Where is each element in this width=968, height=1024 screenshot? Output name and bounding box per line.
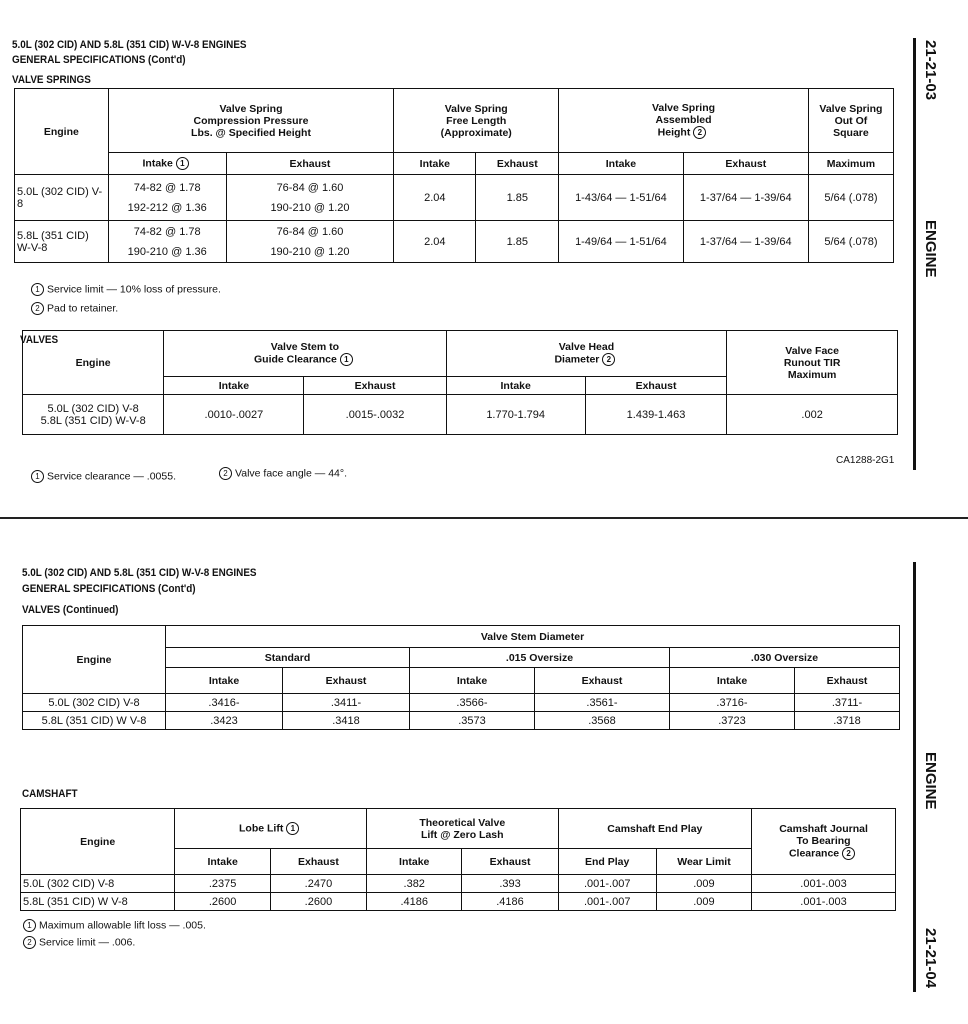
springs-col-square-1: Valve Spring	[819, 102, 883, 115]
cam-row1-theoexh: .393	[462, 875, 558, 893]
stem-sub-exhaust-1: Exhaust	[283, 668, 410, 694]
springs-row1-freeexh: 1.85	[476, 175, 559, 221]
cam-col-theo-2: Lift @ Zero Lash	[420, 828, 504, 841]
cam-row1-journal: .001-.003	[752, 875, 896, 893]
table-row	[23, 395, 898, 435]
top-header-line1: 5.0L (302 CID) AND 5.8L (351 CID) W-V-8 ENGINES	[12, 39, 247, 51]
stem-row2-stdexh: .3418	[283, 712, 410, 730]
top-header-line2: GENERAL SPECIFICATIONS (Cont'd)	[12, 54, 186, 66]
table-row	[21, 893, 896, 911]
springs-row2-square: 5/64 (.078)	[808, 221, 893, 263]
springs-row2-asmexh: 1-37/64 — 1-39/64	[683, 221, 808, 263]
cam-row2-wear: .009	[656, 893, 751, 911]
table-row	[23, 712, 900, 730]
valves-stem-int: .0010-.0027	[164, 395, 304, 435]
valves-col-stem-1: Valve Stem to	[270, 341, 340, 353]
stem-row2-engine: 5.8L (351 CID) W V-8	[23, 712, 166, 730]
stem-row1-stdint: .3416-	[166, 694, 283, 712]
stem-row1-engine: 5.0L (302 CID) V-8	[23, 694, 166, 712]
springs-col-engine: Engine	[43, 125, 79, 138]
cam-row2-journal: .001-.003	[752, 893, 896, 911]
springs-row2-engine2: W-V-8	[17, 241, 48, 254]
springs-col-assembled-2: Assembled	[655, 114, 712, 126]
valves-head-exh: 1.439-1.463	[585, 395, 726, 435]
springs-sub-exhaust-1: Exhaust	[289, 157, 331, 170]
circle-2-marker: 2	[219, 467, 232, 480]
springs-col-assembled-3: Height	[657, 126, 691, 139]
page-number-top: 21-21-03	[922, 40, 939, 101]
circle-1-marker: 1	[340, 353, 353, 366]
valves-continued-title: VALVES (Continued)	[22, 604, 119, 616]
springs-col-pressure-3: Lbs. @ Specified Height	[191, 126, 311, 139]
stem-row2-o30int: .3723	[670, 712, 795, 730]
circle-2-marker: 2	[23, 936, 36, 949]
circle-1-marker: 1	[23, 919, 36, 932]
camshaft-title: CAMSHAFT	[22, 788, 78, 800]
cam-sub-intake-1: Intake	[175, 849, 271, 875]
cam-row1-wear: .009	[656, 875, 751, 893]
stem-row1-o30int: .3716-	[670, 694, 795, 712]
springs-sub-intake-3: Intake	[605, 157, 637, 170]
cam-col-endplay: Camshaft End Play	[558, 809, 752, 849]
stem-row2-o30exh: .3718	[795, 712, 900, 730]
cam-row1-lobeexh: .2470	[270, 875, 366, 893]
valves-col-stem-2: Guide Clearance	[253, 353, 337, 366]
cam-row2-theoint: .4186	[366, 893, 462, 911]
springs-row1-asmexh: 1-37/64 — 1-39/64	[683, 175, 808, 221]
cam-sub-intake-2: Intake	[366, 849, 462, 875]
cam-col-engine: Engine	[21, 809, 175, 875]
right-rule-bottom	[913, 562, 916, 992]
valves-col-face-1: Valve Face	[785, 344, 839, 357]
springs-col-pressure-1: Valve Spring	[219, 102, 283, 115]
bottom-page	[0, 540, 968, 1024]
springs-sub-maximum: Maximum	[826, 157, 876, 170]
springs-col-square-3: Square	[833, 126, 869, 139]
springs-row2-pint2: 190-210 @ 1.36	[127, 245, 207, 258]
springs-col-free-3: (Approximate)	[440, 126, 512, 139]
circle-1-marker: 1	[286, 822, 299, 835]
cam-note-2-text: Service limit — .006.	[39, 936, 136, 949]
valves-note-2-text: Valve face angle — 44°.	[235, 467, 347, 480]
cam-sub-exhaust-1: Exhaust	[270, 849, 366, 875]
cam-col-lobe: Lobe Lift	[239, 822, 284, 835]
valves-sub-intake-2: Intake	[446, 377, 585, 395]
circle-1-marker: 1	[31, 470, 44, 483]
camshaft-table	[20, 808, 896, 911]
cam-note-1-text: Maximum allowable lift loss — .005.	[39, 919, 206, 932]
springs-sub-intake-2: Intake	[419, 157, 451, 170]
valves-note-1	[28, 470, 176, 483]
springs-note-1-text: Service limit — 10% loss of pressure.	[47, 283, 221, 296]
valves-sub-intake-1: Intake	[164, 377, 304, 395]
stem-row2-o15int: .3573	[410, 712, 535, 730]
cam-row1-endplay: .001-.007	[558, 875, 656, 893]
springs-row1-pexh1: 76-84 @ 1.60	[276, 181, 344, 194]
springs-row1-pexh2: 190-210 @ 1.20	[270, 201, 350, 214]
valves-note-2	[216, 467, 347, 480]
stem-sub-intake-3: Intake	[670, 668, 795, 694]
springs-row2-freeexh: 1.85	[476, 221, 559, 263]
circle-2-marker: 2	[842, 847, 855, 860]
side-label-top: ENGINE	[922, 220, 939, 278]
page-divider	[0, 517, 968, 519]
springs-sub-intake-1: Intake	[142, 157, 173, 170]
stem-row2-stdint: .3423	[166, 712, 283, 730]
cam-row2-theoexh: .4186	[462, 893, 558, 911]
cam-sub-exhaust-2: Exhaust	[462, 849, 558, 875]
circle-1-marker: 1	[31, 283, 44, 296]
stem-grp-015: .015 Oversize	[410, 648, 670, 668]
springs-row1-square: 5/64 (.078)	[808, 175, 893, 221]
stem-row2-o15exh: .3568	[535, 712, 670, 730]
springs-note-1	[28, 283, 221, 296]
valves-engine-1: 5.0L (302 CID) V-8	[47, 402, 139, 415]
valves-sub-exhaust-2: Exhaust	[585, 377, 726, 395]
valves-face: .002	[727, 395, 898, 435]
cam-row2-lobeexh: .2600	[270, 893, 366, 911]
cam-col-theo-1: Theoretical Valve	[419, 816, 506, 829]
valves-note-1-text: Service clearance — .0055.	[47, 470, 176, 483]
cam-row2-lobeint: .2600	[175, 893, 271, 911]
table-row	[15, 221, 894, 263]
cam-row2-engine: 5.8L (351 CID) W V-8	[21, 893, 175, 911]
valves-col-head-2: Diameter	[554, 353, 600, 366]
stem-grp-standard: Standard	[166, 648, 410, 668]
springs-row1-pint2: 192-212 @ 1.36	[127, 201, 207, 214]
cam-row1-engine: 5.0L (302 CID) V-8	[21, 875, 175, 893]
stem-row1-o15int: .3566-	[410, 694, 535, 712]
springs-row2-freeint: 2.04	[394, 221, 476, 263]
springs-sub-exhaust-3: Exhaust	[725, 157, 767, 170]
cam-row1-lobeint: .2375	[175, 875, 271, 893]
valves-engine-2: 5.8L (351 CID) W-V-8	[40, 414, 146, 427]
springs-row2-pexh2: 190-210 @ 1.20	[270, 245, 350, 258]
springs-row1-asmint: 1-43/64 — 1-51/64	[559, 175, 684, 221]
cam-sub-wear: Wear Limit	[656, 849, 751, 875]
springs-row2-pexh1: 76-84 @ 1.60	[276, 225, 344, 238]
valves-table	[22, 330, 898, 435]
valve-springs-table	[14, 88, 894, 263]
table-row	[15, 175, 894, 221]
cam-note-1	[20, 919, 206, 932]
valves-head-int: 1.770-1.794	[446, 395, 585, 435]
stem-row1-stdexh: .3411-	[283, 694, 410, 712]
valves-sub-exhaust-1: Exhaust	[304, 377, 446, 395]
stem-sub-intake-1: Intake	[166, 668, 283, 694]
springs-note-2-text: Pad to retainer.	[47, 302, 119, 315]
stem-sub-intake-2: Intake	[410, 668, 535, 694]
valves-col-face-3: Maximum	[787, 368, 837, 381]
springs-note-2	[28, 302, 118, 315]
right-rule-top	[913, 38, 916, 470]
stem-row1-o15exh: .3561-	[535, 694, 670, 712]
cam-row2-endplay: .001-.007	[558, 893, 656, 911]
valve-stem-table	[22, 625, 900, 730]
springs-row1-pint1: 74-82 @ 1.78	[133, 181, 201, 194]
springs-row2-engine: 5.8L (351 CID)	[17, 229, 89, 242]
valves-col-face-2: Runout TIR	[783, 356, 841, 369]
cam-col-journal-2: To Bearing	[796, 835, 851, 847]
springs-col-assembled-1: Valve Spring	[652, 102, 716, 114]
valves-col-engine: Engine	[23, 331, 164, 395]
cam-col-journal-3: Clearance	[788, 847, 840, 860]
figure-code: CA1288-2G1	[836, 455, 895, 466]
bottom-header-line1: 5.0L (302 CID) AND 5.8L (351 CID) W-V-8 ENGINES	[22, 567, 257, 579]
stem-col-diameter: Valve Stem Diameter	[166, 626, 900, 648]
springs-row2-asmint: 1-49/64 — 1-51/64	[559, 221, 684, 263]
valves-title: VALVES	[20, 334, 59, 346]
stem-row1-o30exh: .3711-	[795, 694, 900, 712]
springs-col-square-2: Out Of	[834, 114, 868, 127]
circle-2-marker: 2	[602, 353, 615, 366]
valve-springs-title: VALVE SPRINGS	[12, 74, 91, 86]
stem-sub-exhaust-2: Exhaust	[535, 668, 670, 694]
springs-row1-freeint: 2.04	[394, 175, 476, 221]
circle-1-marker: 1	[176, 157, 189, 170]
page-number-bottom: 21-21-04	[922, 928, 939, 989]
cam-note-2	[20, 936, 135, 949]
stem-col-engine: Engine	[23, 626, 166, 694]
side-label-bottom: ENGINE	[922, 752, 939, 810]
table-row	[21, 875, 896, 893]
valves-stem-exh: .0015-.0032	[304, 395, 446, 435]
springs-row1-engine: 5.0L (302 CID) V-8	[15, 175, 109, 221]
springs-col-pressure-2: Compression Pressure	[193, 114, 309, 127]
cam-col-journal-1: Camshaft Journal	[779, 823, 868, 835]
table-row	[23, 694, 900, 712]
springs-col-free-2: Free Length	[446, 114, 507, 127]
bottom-header-line2: GENERAL SPECIFICATIONS (Cont'd)	[22, 583, 196, 595]
stem-grp-030: .030 Oversize	[670, 648, 900, 668]
valves-col-head-1: Valve Head	[558, 341, 615, 353]
springs-col-free-1: Valve Spring	[444, 102, 508, 115]
cam-sub-endplay: End Play	[558, 849, 656, 875]
springs-sub-exhaust-2: Exhaust	[496, 157, 538, 170]
stem-sub-exhaust-3: Exhaust	[795, 668, 900, 694]
circle-2-marker: 2	[31, 302, 44, 315]
cam-row1-theoint: .382	[366, 875, 462, 893]
springs-row2-pint1: 74-82 @ 1.78	[133, 225, 201, 238]
circle-2-marker: 2	[693, 126, 706, 139]
